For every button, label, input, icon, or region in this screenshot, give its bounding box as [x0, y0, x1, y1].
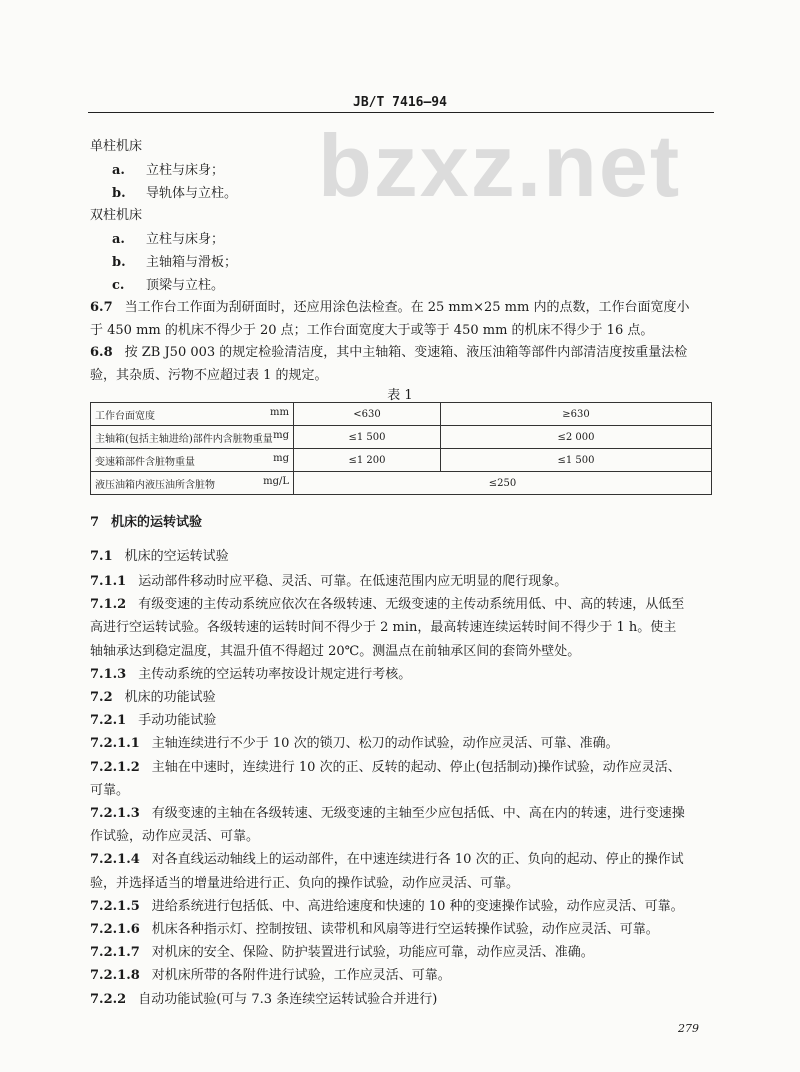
list-item: [112, 184, 237, 204]
clause-7-1-2: [90, 595, 684, 615]
header-rule: [88, 112, 714, 113]
clause-text: 主轴在中速时，连续进行 10 次的正、反转的起动、停止(包括制动)操作试验，动作应灵活、: [151, 759, 681, 775]
unit: mg: [273, 452, 289, 464]
item-text: 顶梁与立柱。: [146, 278, 225, 293]
item-label: b.: [112, 186, 126, 201]
row-label: [91, 403, 294, 426]
clause-text: 有级变速的主传动系统应依次在各级转速、无级变速的主传动系统用低、中、高的转速，从低至: [138, 597, 685, 613]
table-row: [91, 449, 712, 472]
clause-7-1-3: [90, 665, 411, 685]
item-text: 立柱与床身；: [146, 163, 225, 178]
single-column-title: 单柱机床: [90, 139, 143, 154]
clause-text: 对各直线运动轴线上的运动部件，在中速连续进行各 10 次的正、负向的起动、停止的操作试: [151, 852, 684, 868]
item-label: a.: [112, 232, 125, 247]
clause-number: 7.2.1.5: [90, 898, 140, 914]
unit: mg/L: [263, 475, 289, 487]
label-text: 液压油箱内液压油所含脏物: [95, 479, 215, 491]
clause-continuation: 高进行空运转试验。各级转速的运转时间不得少于 2 min，最高转速连续运转时间不得少于 1 h。使主: [90, 620, 677, 636]
unit: mg: [273, 429, 289, 441]
clause-7-2-1-3: [90, 804, 685, 824]
value-cell: ≥630: [441, 403, 712, 426]
clause-7-2-1-8: [90, 966, 451, 986]
clause-number: 7.2.1.2: [90, 759, 140, 775]
row-label: [91, 449, 294, 472]
clause-number: 7.2.1.4: [90, 852, 140, 868]
item-text: 导轨体与立柱。: [146, 186, 238, 201]
clause-7-2-1-7: [90, 943, 594, 963]
clause-number: 7.1: [90, 549, 113, 564]
clause-text: 机床的空运转试验: [124, 549, 229, 564]
clause-7-1-1: [90, 572, 567, 592]
clause-number: 7.2.1.3: [90, 806, 140, 821]
clause-number: 7.2.1.8: [90, 968, 140, 984]
clause-number: 7.2.2: [90, 991, 127, 1007]
item-text: 主轴箱与滑板；: [146, 255, 238, 270]
item-text: 立柱与床身；: [146, 232, 225, 247]
section-7-heading: [90, 513, 202, 533]
table-caption: 表 1: [387, 388, 413, 403]
clause-7-2-1-6: [90, 920, 659, 940]
clause-text: 主传动系统的空运转功率按设计规定进行考核。: [138, 666, 412, 682]
clause-7-2-1: [90, 711, 216, 731]
watermark-logo: bzxz.net: [318, 116, 682, 215]
label-text: 变速箱部件含脏物重量: [95, 456, 195, 468]
value-cell: ≤1 200: [294, 449, 441, 472]
section-number: 7: [90, 515, 100, 530]
clause-7-2-1-4: [90, 850, 684, 870]
item-label: a.: [112, 163, 125, 178]
clause-text: 进给系统进行包括低、中、高进给速度和快速的 10 种的变速操作试验，动作应灵活、可靠。: [151, 898, 684, 914]
cleanliness-table: [90, 402, 712, 495]
row-label: [91, 426, 294, 449]
row-label: [91, 472, 294, 495]
item-label: c.: [112, 278, 125, 293]
clause-number: 7.2.1.1: [90, 736, 140, 752]
value-cell: ≤1 500: [441, 449, 712, 472]
clause-7-2: [90, 688, 216, 708]
item-label: b.: [112, 255, 126, 270]
clause-text: 机床各种指示灯、控制按钮、读带机和风扇等进行空运转操作试验，动作应灵活、可靠。: [151, 922, 659, 937]
clause-number: 7.2.1: [90, 713, 127, 729]
page-number: 279: [678, 1022, 699, 1035]
list-item: [112, 161, 224, 181]
clause-7-2-1-1: [90, 734, 619, 754]
clause-number: 7.2.1.6: [90, 922, 140, 937]
clause-7-1: [90, 547, 229, 567]
clause-text: 运动部件移动时应平稳、灵活、可靠。在低速范围内应无明显的爬行现象。: [138, 574, 568, 589]
document-header: JB/T 7416—94: [353, 95, 447, 110]
clause-number: 7.1.1: [90, 574, 127, 589]
unit: mm: [270, 406, 289, 418]
clause-text: 有级变速的主轴在各级转速、无级变速的主轴至少应包括低、中、高在内的转速，进行变速操: [151, 806, 685, 821]
clause-7-2-1-2: [90, 758, 681, 778]
clause-7-2-2: [90, 990, 437, 1010]
clause-6-8-cont: 验，其杂质、污物不应超过表 1 的规定。: [90, 368, 328, 383]
clause-text: 自动功能试验(可与 7.3 条连续空运转试验合并进行): [138, 991, 438, 1007]
list-item: [112, 253, 237, 273]
label-text: 主轴箱(包括主轴进给)部件内含脏物重量: [95, 433, 273, 445]
clause-number: 6.8: [90, 345, 113, 360]
table-row: [91, 472, 712, 495]
clause-6-7-cont: 于 450 mm 的机床不得少于 20 点；工作台面宽度大于或等于 450 mm 的机床不得少于 16 点。: [90, 323, 654, 338]
list-item: [112, 230, 224, 250]
value-cell: <630: [294, 403, 441, 426]
list-item: [112, 276, 224, 296]
table-row: [91, 403, 712, 426]
value-cell: ≤2 000: [441, 426, 712, 449]
clause-7-2-1-5: [90, 897, 684, 917]
clause-continuation: 验，并选择适当的增量进给进行正、负向的操作试验，动作应灵活、可靠。: [90, 875, 520, 891]
label-text: 工作台面宽度: [95, 410, 155, 422]
clause-text: 机床的功能试验: [124, 690, 216, 705]
clause-number: 7.1.3: [90, 666, 127, 682]
clause-continuation: 轴轴承达到稳定温度，其温升值不得超过 20℃。测温点在前轴承区间的套筒外壁处。: [90, 643, 581, 659]
clause-6-8: [90, 343, 687, 363]
section-title: 机床的运转试验: [111, 515, 203, 530]
clause-continuation: 可靠。: [90, 782, 130, 798]
clause-text: 主轴连续进行不少于 10 次的锁刀、松刀的动作试验，动作应灵活、可靠、准确。: [151, 736, 619, 752]
double-column-title: 双柱机床: [90, 208, 143, 223]
clause-number: 7.1.2: [90, 597, 127, 613]
clause-text: 当工作台工作面为刮研面时，还应用涂色法检查。在 25 mm×25 mm 内的点数，工作台面宽度小: [124, 300, 690, 315]
clause-continuation: 作试验，动作应灵活、可靠。: [90, 829, 260, 845]
clause-number: 6.7: [90, 300, 113, 315]
clause-text: 对机床所带的各附件进行试验，工作应灵活、可靠。: [151, 968, 451, 984]
clause-text: 对机床的安全、保险、防护装置进行试验，功能应可靠，动作应灵活、准确。: [151, 945, 594, 961]
value-cell: ≤1 500: [294, 426, 441, 449]
clause-6-7: [90, 298, 689, 318]
clause-text: 按 ZB J50 003 的规定检验清洁度，其中主轴箱、变速箱、液压油箱等部件内部清洁度按重量法检: [124, 345, 688, 360]
clause-text: 手动功能试验: [138, 713, 217, 729]
clause-number: 7.2: [90, 690, 113, 705]
value-cell: ≤250: [294, 472, 712, 495]
clause-number: 7.2.1.7: [90, 945, 140, 961]
table-row: [91, 426, 712, 449]
